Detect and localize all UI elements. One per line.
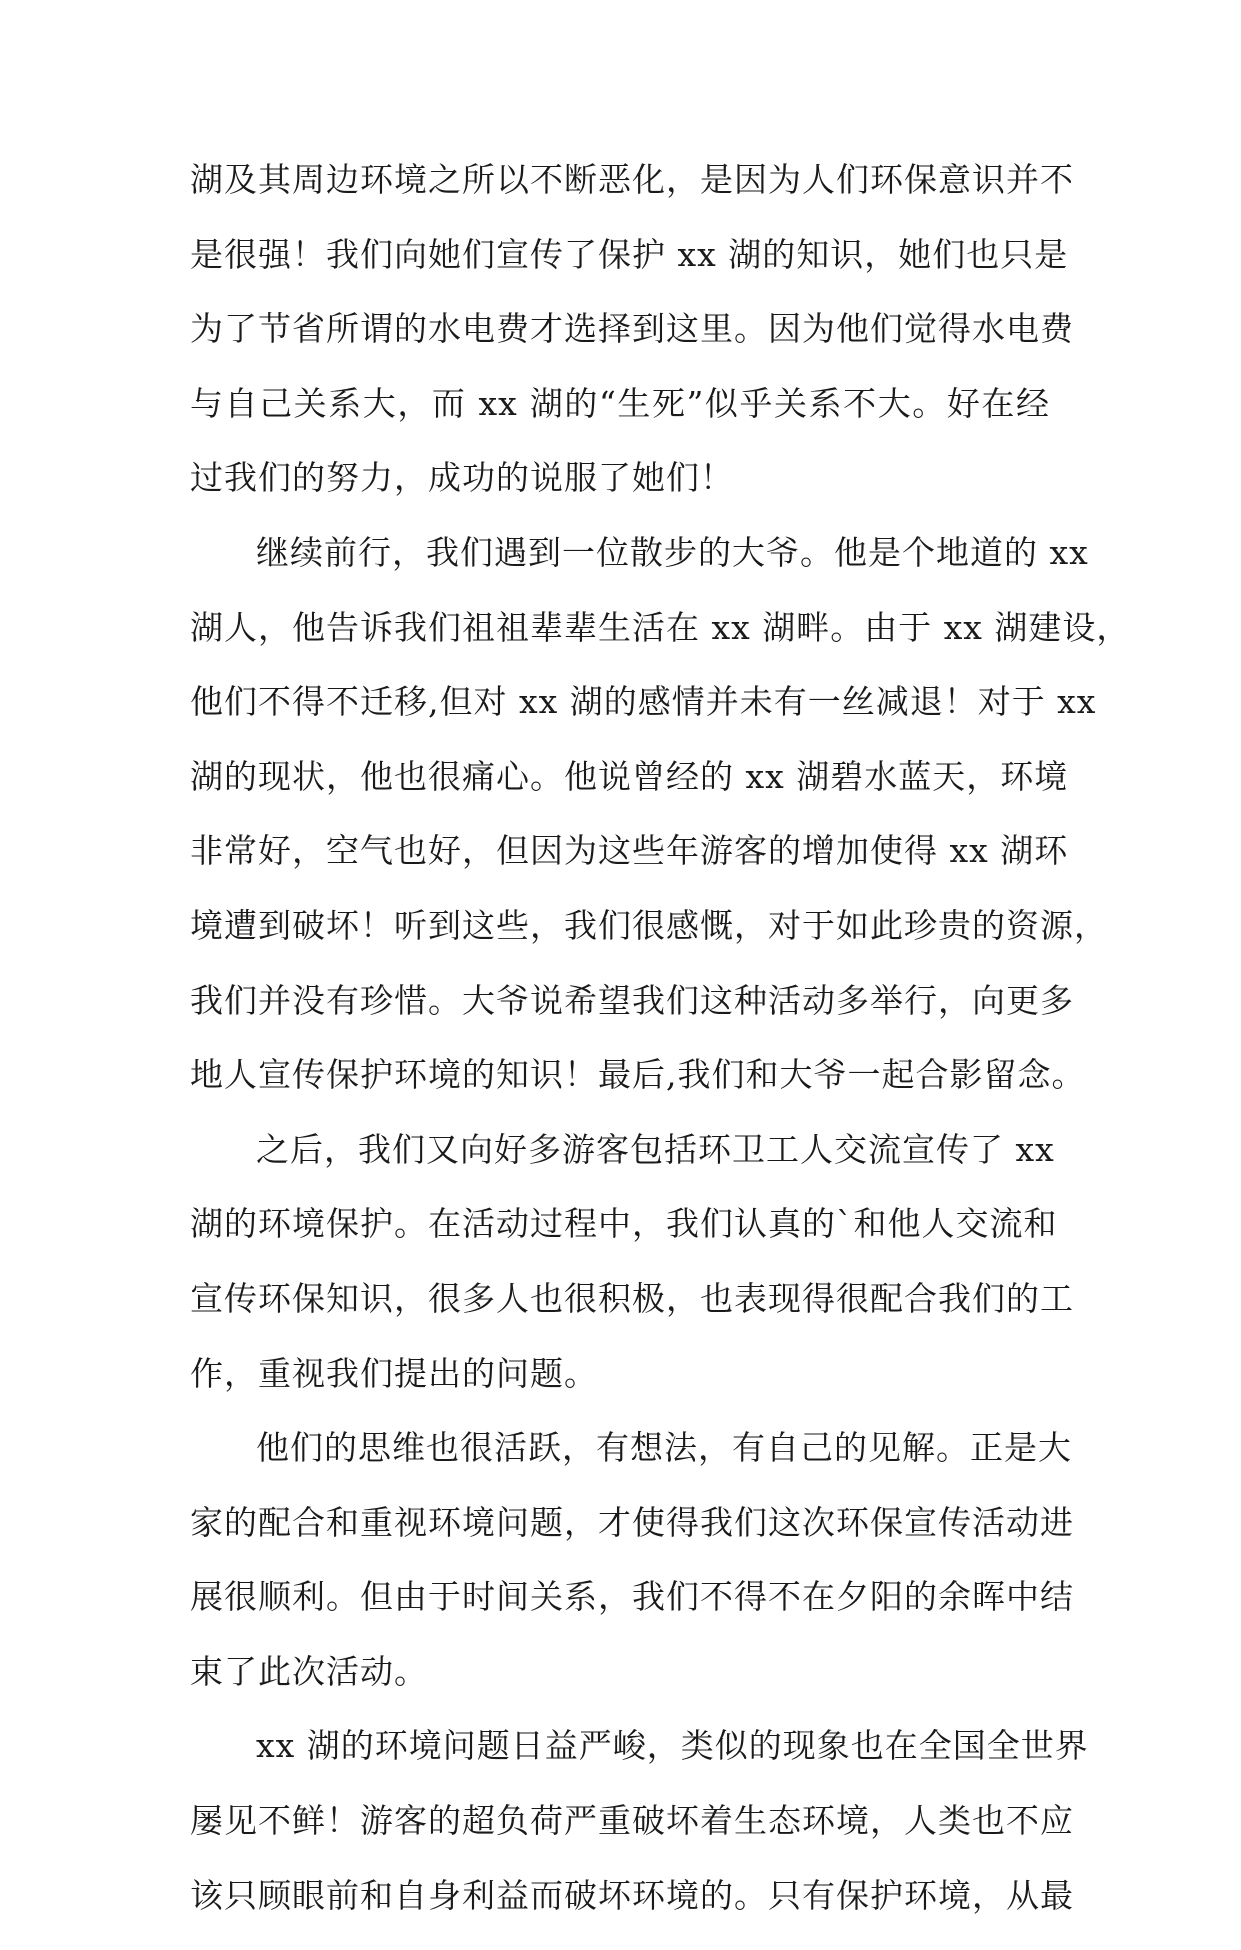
text-line: 境遭到破坏！听到这些，我们很感慨，对于如此珍贵的资源， [190,905,1108,945]
body-text [190,160,1131,1950]
paragraph-first-line: 他们的思维也很活跃，有想法，有自己的见解。正是大 [256,1428,1072,1468]
text-line: 他们不得不迁移,但对 xx 湖的感情并未有一丝减退！对于 xx [190,682,1097,722]
text-line: 与自己关系大，而 xx 湖的“生死”似乎关系不大。好在经 [190,383,1050,423]
text-line: 湖的环境保护。在活动过程中，我们认真的`和他人交流和 [190,1204,1058,1244]
text-line: 家的配合和重视环境问题，才使得我们这次环保宣传活动进 [190,1502,1074,1542]
text-line: 宣传环保知识，很多人也很积极，也表现得很配合我们的工 [190,1278,1074,1318]
text-line: 我们并没有珍惜。大爷说希望我们这种活动多举行，向更多 [190,980,1074,1020]
paragraph-first-line: xx 湖的环境问题日益严峻，类似的现象也在全国全世界 [256,1726,1089,1766]
text-line: 作，重视我们提出的问题。 [190,1353,598,1393]
text-line: 过我们的努力，成功的说服了她们！ [190,458,734,498]
paragraph-first-line: 继续前行，我们遇到一位散步的大爷。他是个地道的 xx [256,532,1089,572]
text-line: 非常好，空气也好，但因为这些年游客的增加使得 xx 湖环 [190,831,1069,871]
text-line: 该只顾眼前和自身利益而破坏环境的。只有保护环境，从最 [190,1875,1074,1915]
text-line: 束了此次活动。 [190,1651,428,1691]
text-line: 湖人，他告诉我们祖祖辈辈生活在 xx 湖畔。由于 xx 湖建设， [190,607,1131,647]
text-line: 是很强！我们向她们宣传了保护 xx 湖的知识，她们也只是 [190,234,1069,274]
paragraph-first-line: 之后，我们又向好多游客包括环卫工人交流宣传了 xx [256,1129,1055,1169]
text-line: 为了节省所谓的水电费才选择到这里。因为他们觉得水电费 [190,309,1074,349]
text-line: 湖及其周边环境之所以不断恶化，是因为人们环保意识并不 [190,160,1074,199]
text-line: 屡见不鲜！游客的超负荷严重破坏着生态环境，人类也不应 [190,1801,1074,1841]
text-line: 湖的现状，他也很痛心。他说曾经的 xx 湖碧水蓝天，环境 [190,756,1069,796]
text-line: 地人宣传保护环境的知识！最后,我们和大爷一起合影留念。 [190,1055,1086,1095]
text-line: 展很顺利。但由于时间关系，我们不得不在夕阳的余晖中结 [190,1577,1074,1617]
